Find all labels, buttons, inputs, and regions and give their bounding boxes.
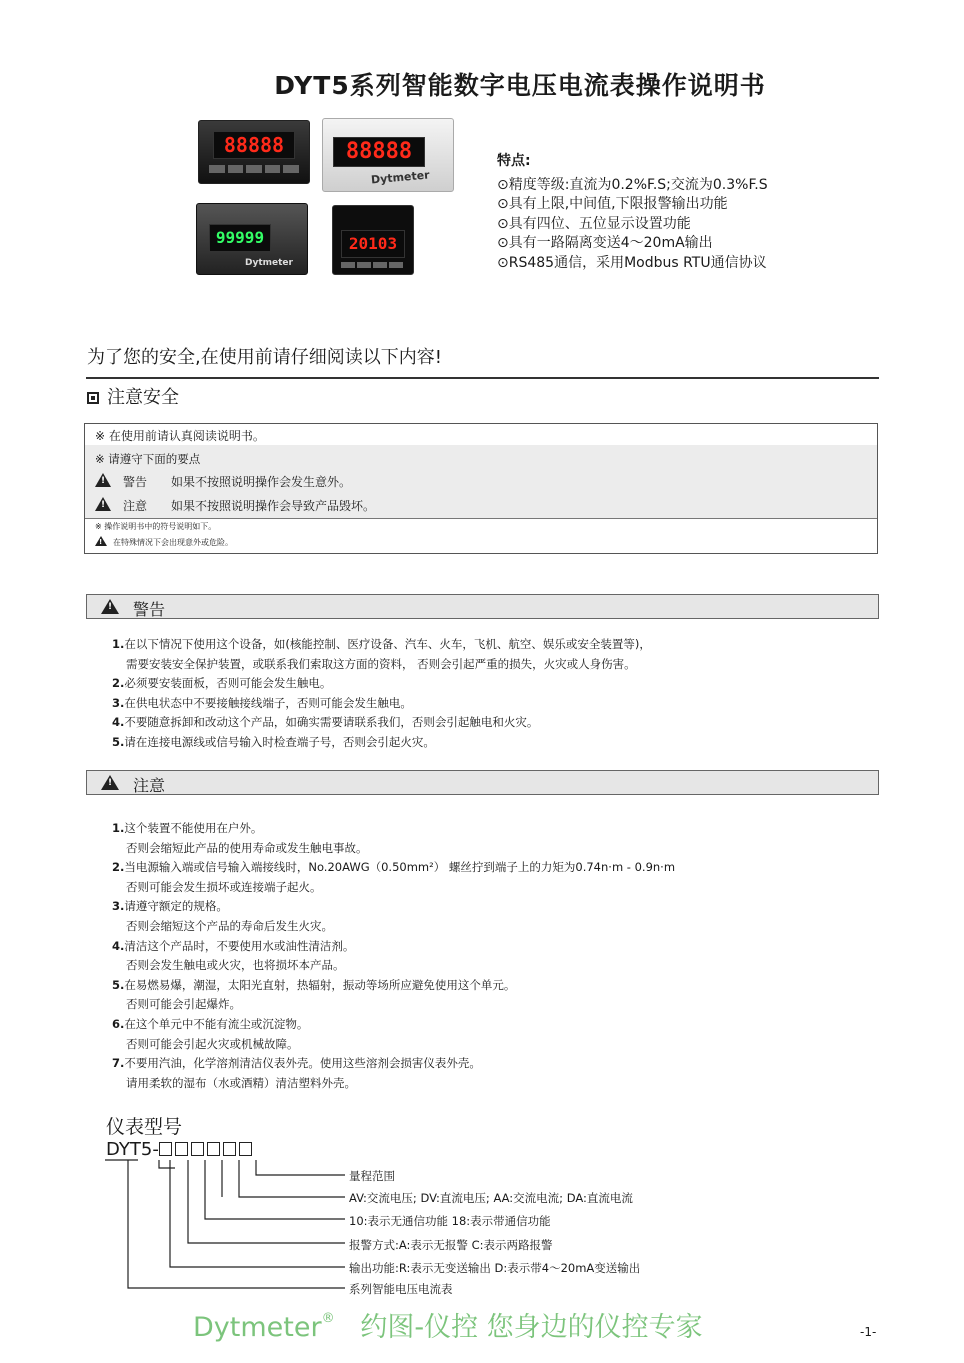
item-continuation: 需要安装安全保护装置，或联系我们索取这方面的资料， 否则会引起严重的损失，火灾或人身伤害。 [126,656,636,671]
item-continuation: 否则可能会发生损坏或连接端子起火。 [126,879,322,894]
page-title: DYT5系列智能数字电压电流表操作说明书 [274,71,766,100]
feature-item: ⊙具有一路隔离变送4～20mA输出 [497,235,713,252]
warning-label: 警告 [123,475,148,489]
item-text: 在供电状态中不要接触接线端子，否则可能会发生触电。 [124,695,412,710]
item-continuation: 否则会缩短此产品的使用寿命或发生触电事故。 [126,840,368,855]
meter-1-display: 88888 [213,131,295,159]
item-number: 4. [112,938,125,953]
features-heading: 特点: [497,153,531,169]
meter-4-display: 20103 [341,230,405,258]
item-number: 3. [112,899,125,914]
caution-label: 注意 [123,499,148,513]
meter-2-brand: Dytmeter [370,168,431,187]
item-continuation: 请用柔软的湿布（水或酒精）清洁塑料外壳。 [126,1075,356,1090]
item-continuation: 否则可能会引起爆炸。 [126,997,241,1012]
item-number: 2. [112,676,125,691]
item-text: 不要随意拆卸和改动这个产品，如确实需要请联系我们，否则会引起触电和火灾。 [124,715,539,730]
item-number: 5. [112,734,125,749]
meter-3-brand: Dytmeter [245,258,293,268]
item-continuation: 否则会缩短这个产品的寿命后发生火灾。 [126,918,333,933]
item-continuation: 否则可能会引起火灾或机械故障。 [126,1036,299,1051]
caution-text: 如果不按照说明操作会导致产品毁坏。 [171,499,376,513]
meter-3-display: 99999 [209,224,271,252]
model-label-alarm: 报警方式:A:表示无报警 C:表示两路报警 [349,1238,553,1252]
model-heading: 仪表型号 [106,1116,183,1138]
item-number: 1. [112,821,125,835]
item-text: 请在连接电源线或信号输入时检查端子号，否则会引起火灾。 [124,734,435,749]
symbol-note-2: 在特殊情况下会出现意外或危险。 [113,538,233,547]
model-label-output: 输出功能:R:表示无变送输出 D:表示带4～20mA变送输出 [349,1261,641,1275]
model-label-series: 系列智能电压电流表 [349,1282,453,1296]
meter-2-display: 88888 [333,137,425,167]
warning-text: 如果不按照说明操作会发生意外。 [171,475,352,489]
item-text: 在易燃易爆，潮湿，太阳光直射，热辐射，振动等场所应避免使用这个单元。 [124,977,516,992]
item-text: 在以下情况下使用这个设备，如(核能控制、医疗设备、汽车、火车，飞机、航空、娱乐或安全装置等)， [124,637,651,651]
safety-heading: 注意安全 [87,383,179,409]
notice-text: ※ 在使用前请认真阅读说明书。 [95,429,265,443]
notice-rules-title: ※ 请遵守下面的要点 [95,452,201,466]
model-code-prefix: DYT5- [106,1139,159,1160]
feature-item: ⊙RS485通信，采用Modbus RTU通信协议 [497,254,767,271]
item-text: 在这个单元中不能有流尘或沉淀物。 [124,1016,309,1031]
model-label-comm: 10:表示无通信功能 18:表示带通信功能 [349,1214,551,1228]
feature-item: ⊙具有上限,中间值,下限报警输出功能 [497,196,728,213]
item-number: 6. [112,1016,125,1031]
item-number: 5. [112,977,125,992]
footer-brand [193,1305,703,1344]
registered-mark: ® [321,1311,335,1326]
caution-heading: 注意 [133,776,166,795]
item-number: 3. [112,695,125,710]
item-number: 4. [112,715,125,730]
item-text: 必须要安装面板，否则可能会发生触电。 [124,676,332,691]
item-number: 1. [112,637,125,651]
item-text: 当电源输入端或信号输入端接线时，No.20AWG（0.50mm²） 螺丝拧到端子上的力矩为0.74n·m - 0.9n·m [124,860,676,875]
item-text: 清洁这个产品时，不要使用水或油性清洁剂。 [124,938,355,953]
model-label-range: 量程范围 [349,1169,395,1183]
item-continuation: 否则会发生触电或火灾，也将损坏本产品。 [126,958,345,973]
warning-heading: 警告 [133,600,166,619]
item-text: 请遵守额定的规格。 [124,899,228,914]
feature-item: ⊙具有四位、五位显示设置功能 [497,215,691,232]
safety-intro: 为了您的安全,在使用前请仔细阅读以下内容! [87,347,442,368]
brand-name: Dytmeter [193,1312,322,1343]
model-label-type: AV:交流电压; DV:直流电压; AA:交流电流; DA:直流电流 [349,1191,633,1205]
item-number: 7. [112,1056,125,1071]
symbol-note: ※ 操作说明书中的符号说明如下。 [95,522,217,531]
item-number: 2. [112,860,125,875]
item-text: 不要用汽油，化学溶剂清洁仪表外壳。使用这些溶剂会损害仪表外壳。 [124,1056,481,1071]
feature-item: ⊙精度等级:直流为0.2%F.S;交流为0.3%F.S [497,176,768,193]
page-number: -1- [860,1325,877,1339]
item-text: 这个装置不能使用在户外。 [124,821,263,835]
slogan: 约图-仪控 您身边的仪控专家 [360,1312,703,1343]
